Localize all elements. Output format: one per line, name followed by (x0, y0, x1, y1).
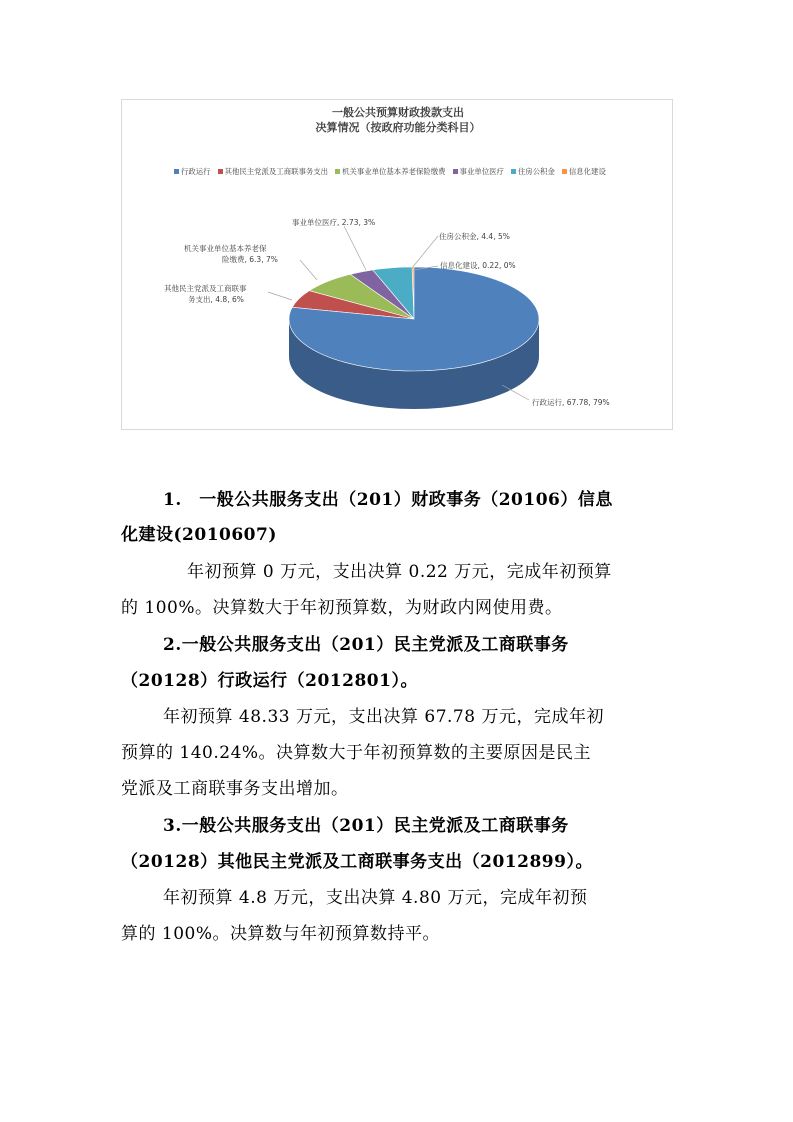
label-slice-it: 信息化建设, 0.22, 0% (440, 261, 516, 270)
chart-title-line2: 决算情况（按政府功能分类科目） (315, 121, 481, 134)
leader-line (300, 260, 317, 280)
leader-line (268, 292, 292, 300)
legend-entry: 行政运行 (174, 166, 211, 177)
section-1-heading-line2: 化建设(2010607) (121, 525, 277, 545)
section-1-heading-line1: 1. 一般公共服务支出（201）财政事务（20106）信息 (163, 490, 613, 510)
label-slice-pension-1: 机关事业单位基本养老保 (184, 244, 267, 253)
section-2-heading-line2: （20128）行政运行（2012801）。 (121, 671, 418, 691)
legend-entry: 住房公积金 (511, 166, 555, 177)
section-2-body-line1: 年初预算 48.33 万元，支出决算 67.78 万元，完成年初 (163, 707, 604, 727)
leader-line (344, 226, 366, 270)
section-3-heading-line2: （20128）其他民主党派及工商联事务支出（2012899）。 (121, 852, 593, 872)
section-2-heading-line1: 2.一般公共服务支出（201）民主党派及工商联事务 (163, 635, 569, 655)
label-slice-housing: 住房公积金, 4.4, 5% (439, 232, 510, 241)
leader-line (412, 236, 438, 268)
label-slice-admin: 行政运行, 67.78, 79% (532, 398, 610, 407)
legend-entry: 事业单位医疗 (453, 166, 504, 177)
section-1-body-line1: 年初预算 0 万元，支出决算 0.22 万元，完成年初预算 (187, 562, 612, 582)
section-2-body-line3: 党派及工商联事务支出增加。 (121, 779, 349, 799)
legend-entry: 信息化建设 (562, 166, 606, 177)
legend-entry: 其他民主党派及工商联事务支出 (218, 166, 328, 177)
section-2-body-line2: 预算的 140.24%。决算数大于年初预算数的主要原因是民主 (121, 743, 592, 763)
pie-chart (121, 99, 673, 430)
chart-title-line1: 一般公共预算财政拨款支出 (332, 106, 464, 119)
label-slice-medical: 事业单位医疗, 2.73, 3% (292, 218, 376, 227)
label-slice-other-1: 其他民主党派及工商联事 (164, 284, 247, 293)
section-1-body-line2: 的 100%。决算数大于年初预算数，为财政内网使用费。 (121, 598, 563, 618)
section-3-body-line2: 算的 100%。决算数与年初预算数持平。 (121, 924, 441, 944)
section-3-body-line1: 年初预算 4.8 万元，支出决算 4.80 万元，完成年初预 (163, 888, 588, 908)
pie-canvas (122, 100, 674, 431)
label-slice-other-2: 务支出, 4.8, 6% (188, 295, 244, 304)
label-slice-pension-2: 险缴费, 6.3, 7% (222, 255, 278, 264)
legend-entry: 机关事业单位基本养老保险缴费 (335, 166, 445, 177)
section-3-heading-line1: 3.一般公共服务支出（201）民主党派及工商联事务 (163, 816, 569, 836)
